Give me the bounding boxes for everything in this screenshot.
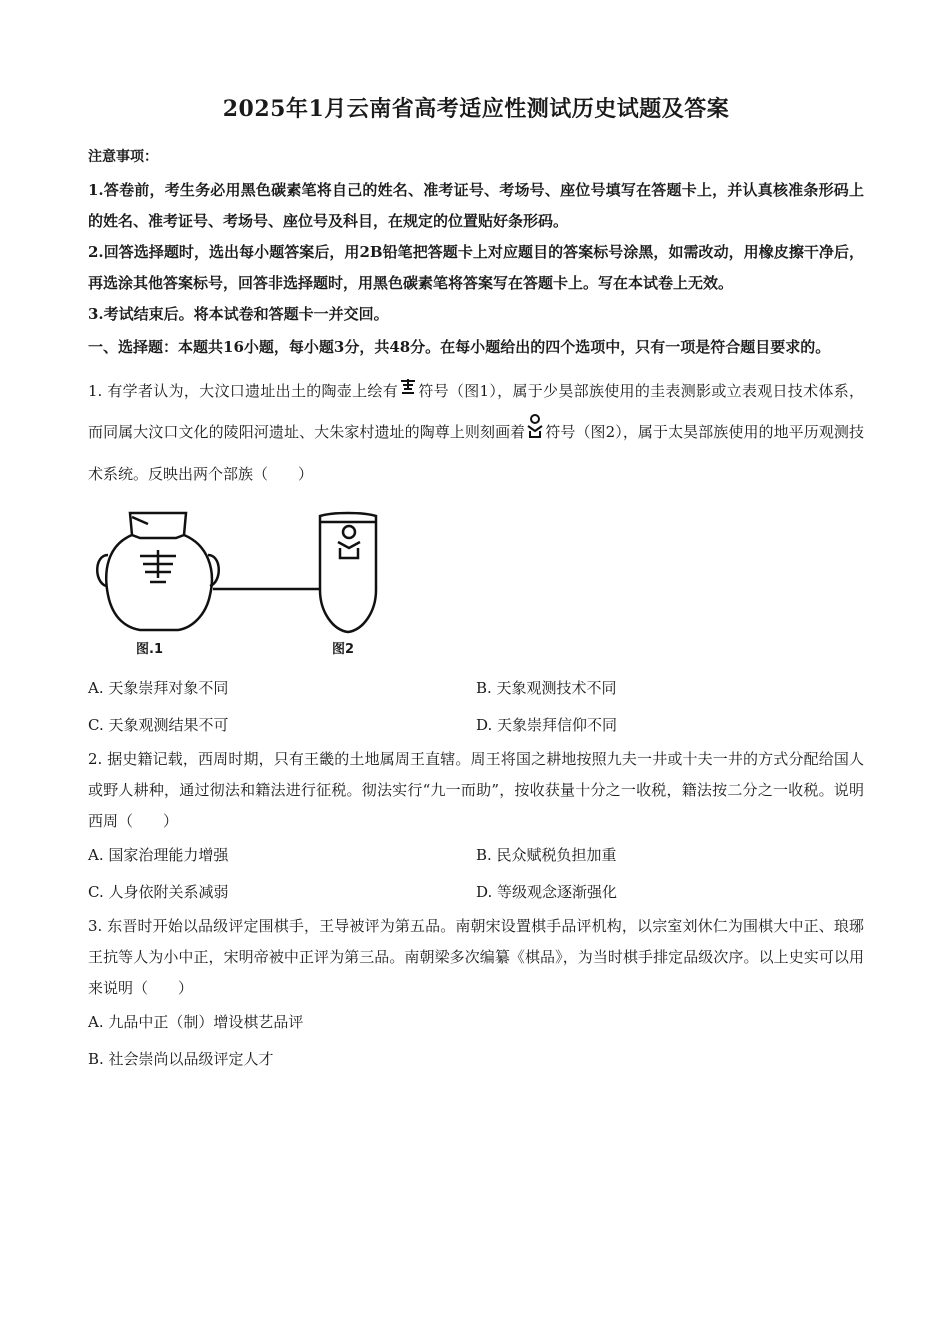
question-1-figure <box>88 510 864 660</box>
notice-section <box>88 143 864 363</box>
question-1-option-d[interactable]: D. 天象崇拜信仰不同 <box>476 715 618 734</box>
figure-1-label: 图.1 <box>136 641 163 657</box>
question-3-options <box>88 1004 864 1078</box>
sun-mountain-symbol-icon <box>525 413 545 454</box>
question-2-options <box>88 837 864 911</box>
question-2-option-c[interactable]: C. 人身依附关系减弱 <box>88 882 229 901</box>
page-title: 2025年1月云南省高考适应性测试历史试题及答案 <box>222 96 730 122</box>
question-1-stem <box>88 371 864 494</box>
notice-heading: 注意事项： <box>88 149 158 165</box>
notice-item-1: 1.答卷前，考生务必用黑色碳素笔将自己的姓名、准考证号、考场号、座位号填写在答题卡上，并认真核准条形码上的姓名、准考证号、考场号、座位号及科目，在规定的位置贴好条形码。 <box>88 181 864 230</box>
notice-item-2: 2.回答选择题时，选出每小题答案后，用2B铅笔把答题卡上对应题目的答案标号涂黑，如需改动，用橡皮擦干净后，再选涂其他答案标号，回答非选择题时，用黑色碳素笔将答案写在答题卡上。写在本试卷上无效。 <box>88 243 864 292</box>
question-1-options <box>88 670 864 744</box>
question-1-stem-part3: 符号（图2），属于太昊部族使用的地平历观测技术系统。反映出两个部族（ ） <box>88 423 864 483</box>
question-1-stem-part2: 符号（图1），属于少昊部族使用的圭表测影或立表观日技术体系，而同属大汶口文化的陵阳河遗址、大朱家村遗址的陶尊上则刻画着 <box>88 382 864 441</box>
question-1-option-b[interactable]: B. 天象观测技术不同 <box>476 678 617 697</box>
question-3-option-a[interactable]: A. 九品中正（制）增设棋艺品评 <box>88 1012 304 1031</box>
question-2 <box>88 744 864 911</box>
figure-2-label: 图2 <box>332 641 355 657</box>
exam-page <box>88 92 864 1078</box>
question-2-stem: 2. 据史籍记载，西周时期，只有王畿的土地属周王直辖。周王将国之耕地按照九夫一井或十夫一井的方式分配给国人或野人耕种，通过彻法和籍法进行征税。彻法实行“九一而助”，按收获量十分之一收税，籍法按二分之一收税。说明西周（ ） <box>88 749 864 830</box>
question-3 <box>88 911 864 1078</box>
question-1-option-c[interactable]: C. 天象观测结果不可 <box>88 715 229 734</box>
question-2-option-d[interactable]: D. 等级观念逐渐强化 <box>476 882 618 901</box>
question-1 <box>88 371 864 744</box>
question-1-option-a[interactable]: A. 天象崇拜对象不同 <box>88 678 229 697</box>
question-3-stem: 3. 东晋时开始以品级评定围棋手，王导被评为第五品。南朝宋设置棋手品评机构，以宗室刘休仁为围棋大中正、琅琊王抗等人为小中正，宋明帝被中正评为第三品。南朝梁多次编纂《棋品》，为当时棋手排定品级次序。以上史实可以用来说明（ ） <box>88 916 864 997</box>
sun-symbol-icon <box>398 372 418 412</box>
notice-item-3: 3.考试结束后。将本试卷和答题卡一并交回。 <box>88 305 389 323</box>
question-2-option-b[interactable]: B. 民众赋税负担加重 <box>476 845 617 864</box>
question-3-option-b[interactable]: B. 社会崇尚以品级评定人才 <box>88 1049 274 1068</box>
section-heading: 一、选择题：本题共16小题，每小题3分，共48分。在每小题给出的四个选项中，只有一项是符合题目要求的。 <box>88 338 831 356</box>
question-1-stem-part1: 1. 有学者认为，大汶口遗址出土的陶壶上绘有 <box>88 382 399 400</box>
question-2-option-a[interactable]: A. 国家治理能力增强 <box>88 845 229 864</box>
